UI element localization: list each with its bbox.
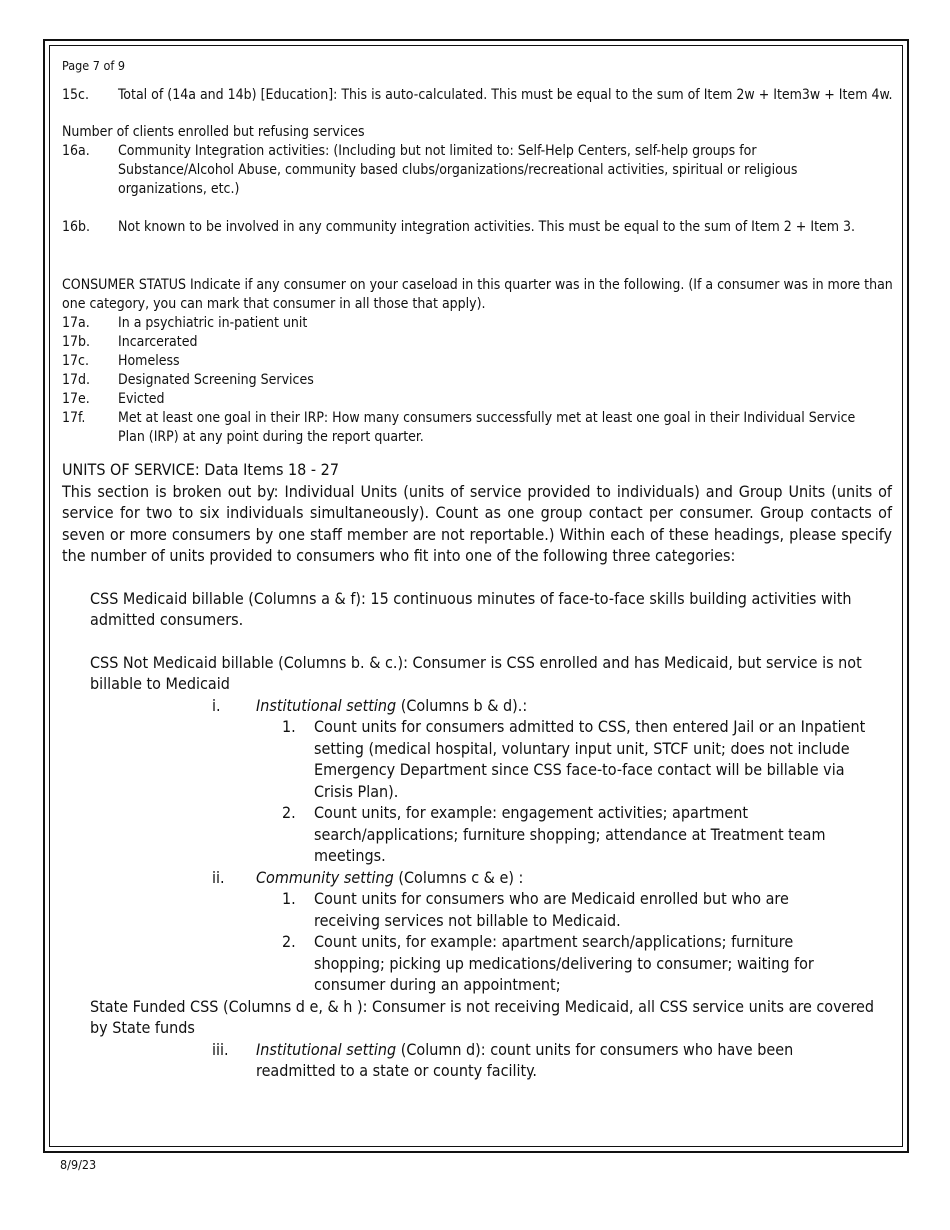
item-15c — [62, 86, 896, 105]
footer-date: 8/9/23 — [60, 1157, 97, 1172]
setting-label: Community setting — [256, 867, 394, 887]
roman-text — [256, 695, 896, 717]
sub-item-i-2 — [282, 802, 896, 867]
roman-numeral: iii. — [212, 1039, 229, 1059]
setting-columns: (Columns c & e) : — [393, 867, 524, 887]
sub-text: Count units, for example: engagement activities; apartment search/applications; furniture shopping; attendance at Treatment team meetings. — [314, 803, 826, 865]
item-number: 17a. — [62, 315, 90, 331]
medicaid-billable-paragraph: CSS Medicaid billable (Columns a & f): 15 continuous minutes of face-to-face skills building activities with admitted consumers. — [90, 588, 852, 629]
consumer-status-intro: CONSUMER STATUS Indicate if any consumer on your caseload in this quarter was in the following. (If a consumer was in more than one category, you can mark that consumer in all those that apply). — [62, 277, 893, 312]
roman-numeral: ii. — [212, 867, 225, 887]
item-17b — [62, 333, 896, 352]
item-text: Not known to be involved in any community integration activities. This must be equal to the sum of Item 2 + Item 3. — [118, 219, 856, 235]
item-text: Met at least one goal in their IRP: How many consumers successfully met at least one goal in their Individual Service Plan (IRP) at any point during the report quarter. — [118, 410, 856, 445]
refusing-heading: Number of clients enrolled but refusing services — [62, 124, 365, 140]
sub-text: Count units, for example: apartment search/applications; furniture shopping; picking up medications/delivering to consumer; waiting for consumer during an appointment; — [314, 932, 814, 994]
item-16a — [62, 142, 896, 199]
setting-columns: (Column d): count units for consumers who have been readmitted to a state or county facility. — [256, 1039, 794, 1080]
item-text: Evicted — [118, 391, 165, 407]
sub-number: 1. — [282, 717, 296, 736]
item-17a — [62, 314, 896, 333]
roman-item-i — [212, 695, 896, 717]
page-inner-frame — [49, 45, 903, 1147]
item-text: Designated Screening Services — [118, 372, 314, 388]
sub-number: 2. — [282, 803, 296, 822]
roman-text — [256, 867, 896, 889]
item-17f — [62, 409, 896, 447]
sub-text: Count units for consumers admitted to CSS, then entered Jail or an Inpatient setting (medical hospital, voluntary input unit, STCF unit; does not include Emergency Department since CSS face-to-face contact will be billable via Crisis Plan). — [314, 717, 866, 801]
item-text: Incarcerated — [118, 334, 198, 350]
item-number: 16a. — [62, 143, 90, 159]
sub-item-ii-1 — [282, 888, 896, 931]
item-16b — [62, 218, 896, 237]
setting-label: Institutional setting — [256, 1039, 397, 1059]
sub-item-ii-2 — [282, 931, 896, 996]
setting-label: Institutional setting — [256, 695, 397, 715]
setting-columns: (Columns b & d).: — [396, 695, 528, 715]
sub-number: 1. — [282, 889, 296, 908]
item-17d — [62, 371, 896, 390]
item-17e — [62, 390, 896, 409]
units-intro: This section is broken out by: Individual Units (units of service provided to individuals) and Group Units (units of service for two to six individuals simultaneously). Count as one group contact per consumer. Group contacts of seven or more consumers by one staff member are not reportable.) Within each of these headings, please specify the number of units provided to consumers who fit into one of the following three categories: — [62, 481, 892, 565]
sub-text: Count units for consumers who are Medicaid enrolled but who are receiving services not billable to Medicaid. — [314, 889, 789, 930]
item-text: In a psychiatric in-patient unit — [118, 315, 308, 331]
item-number: 15c. — [62, 87, 89, 103]
roman-text — [256, 1039, 896, 1082]
item-text: Community Integration activities: (Including but not limited to: Self-Help Centers, self-help groups for Substance/Alcohol Abuse, community based clubs/organizations/recreational activities, spiritual or religious organizations, etc.) — [118, 143, 798, 197]
item-text: Homeless — [118, 353, 180, 369]
roman-numeral: i. — [212, 695, 221, 715]
units-heading: UNITS OF SERVICE: Data Items 18 - 27 — [62, 460, 339, 479]
item-text: Total of (14a and 14b) [Education]: This is auto-calculated. This must be equal to the sum of Item 2w + Item3w + Item 4w. — [118, 87, 893, 103]
sub-number: 2. — [282, 932, 296, 951]
item-17c — [62, 352, 896, 371]
item-number: 17e. — [62, 391, 90, 407]
item-number: 17c. — [62, 353, 89, 369]
item-number: 17d. — [62, 372, 91, 388]
roman-item-iii — [212, 1039, 896, 1082]
item-number: 16b. — [62, 219, 91, 235]
page-number-label: Page 7 of 9 — [62, 58, 126, 73]
state-funded-paragraph: State Funded CSS (Columns d e, & h ): Consumer is not receiving Medicaid, all CSS service units are covered by State funds — [90, 996, 875, 1037]
sub-item-i-1 — [282, 716, 896, 802]
item-number: 17f. — [62, 410, 86, 426]
roman-item-ii — [212, 867, 896, 889]
page-frame — [43, 39, 909, 1153]
not-medicaid-paragraph: CSS Not Medicaid billable (Columns b. & c.): Consumer is CSS enrolled and has Medicaid, but service is not billable to Medicaid — [90, 652, 862, 693]
item-number: 17b. — [62, 334, 91, 350]
page-content — [62, 58, 896, 1082]
